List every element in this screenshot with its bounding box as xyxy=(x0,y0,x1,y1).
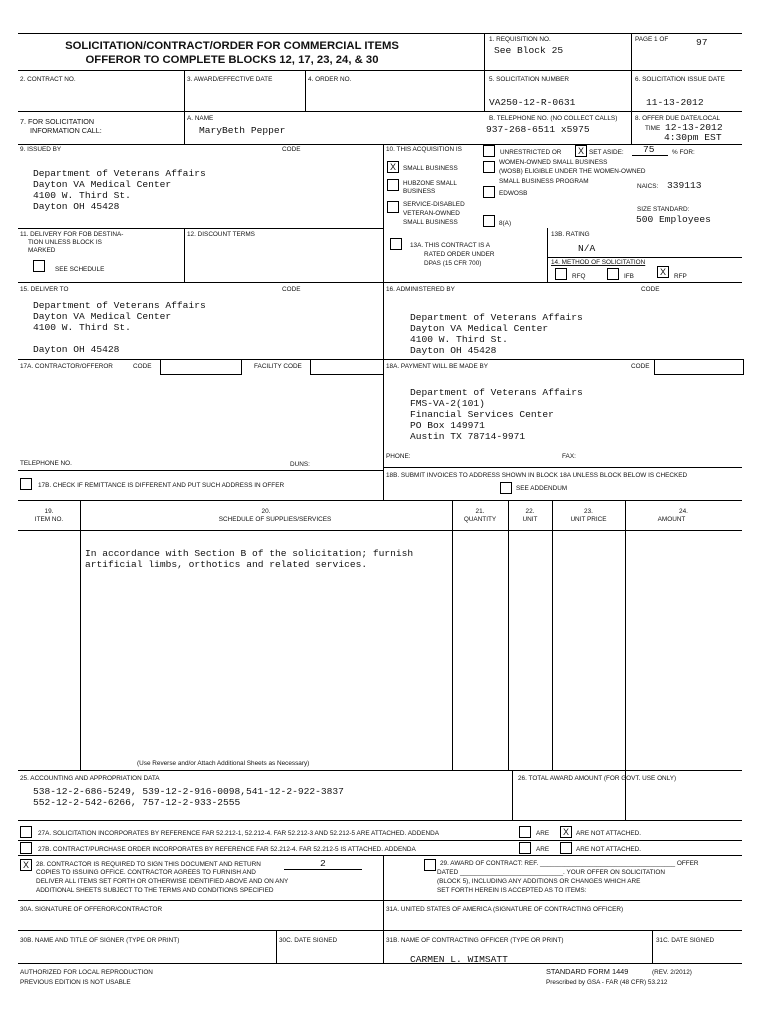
deliver-to-line3: 4100 W. Third St. xyxy=(33,322,131,333)
rule xyxy=(552,500,553,770)
eight-a-checkbox[interactable] xyxy=(483,215,495,227)
rating-value[interactable]: N/A xyxy=(578,243,596,254)
small-business-label: SMALL BUSINESS xyxy=(403,165,458,172)
rule xyxy=(547,228,548,282)
see-addendum-checkbox[interactable] xyxy=(500,482,512,494)
rule xyxy=(18,963,742,964)
rated-order-checkbox[interactable] xyxy=(390,238,402,250)
schedule-description-line1: In accordance with Section B of the solicitation; furnish xyxy=(85,548,414,559)
hubzone-label-1: HUBZONE SMALL xyxy=(403,180,457,187)
eight-a-label: 8(A) xyxy=(499,220,512,227)
block28-line2: COPIES TO ISSUING OFFICE. CONTRACTOR AGREES TO FURNISH AND xyxy=(36,869,256,876)
rule xyxy=(383,282,742,283)
block28-line1: 28. CONTRACTOR IS REQUIRED TO SIGN THIS DOCUMENT AND RETURN xyxy=(36,861,261,868)
block29-line3: (BLOCK 5), INCLUDING ANY ADDITIONS OR CHANGES WHICH ARE xyxy=(437,878,641,885)
facility-code-label: FACILITY CODE xyxy=(254,363,302,370)
rule xyxy=(276,930,277,963)
block29-line4: SET FORTH HEREIN IS ACCEPTED AS TO ITEMS: xyxy=(437,887,587,894)
rated-order-label-3: DPAS (15 CFR 700) xyxy=(424,260,482,267)
unrestricted-label: UNRESTRICTED OR xyxy=(500,149,562,156)
contractor-code-label: CODE xyxy=(133,363,152,370)
27a-label: 27A. SOLICITATION INCORPORATES BY REFERENCE FAR 52.212-1, 52.212-4. FAR 52.212-3 AND 52.212-5 ARE ATTACHED. ADDENDA xyxy=(38,830,439,837)
rule xyxy=(452,500,453,770)
rule xyxy=(652,930,653,963)
rule xyxy=(383,144,384,500)
col21-label: QUANTITY xyxy=(463,516,497,523)
award-date-label: 3. AWARD/EFFECTIVE DATE xyxy=(187,76,273,83)
offer-due-time-value[interactable]: 4:30pm EST xyxy=(664,132,722,143)
rule xyxy=(184,70,185,144)
col21-num: 21. xyxy=(475,508,485,515)
acquisition-label: 10. THIS ACQUISITION IS xyxy=(386,146,462,153)
issued-by-line3: 4100 W. Third St. xyxy=(33,190,131,201)
rule xyxy=(18,840,742,841)
deliver-to-line5: Dayton OH 45428 xyxy=(33,344,120,355)
rule xyxy=(18,70,742,71)
27a-are-not-checkbox[interactable]: X xyxy=(560,826,572,838)
administered-by-line3: 4100 W. Third St. xyxy=(410,334,508,345)
contractor-label: 17A. CONTRACTOR/OFFEROR xyxy=(20,363,113,370)
issued-by-line1: Department of Veterans Affairs xyxy=(33,168,206,179)
27b-are-label: ARE xyxy=(536,846,550,853)
block28-line3: DELIVER ALL ITEMS SET FORTH OR OTHERWISE IDENTIFIED ABOVE AND ON ANY xyxy=(36,878,289,885)
schedule-footnote: (Use Reverse and/or Attach Additional Sheets as Necessary) xyxy=(137,760,310,767)
rule xyxy=(18,33,742,34)
rule xyxy=(18,855,742,856)
administered-by-label: 16. ADMINISTERED BY xyxy=(386,286,455,293)
payment-line3: Financial Services Center xyxy=(410,409,554,420)
delivery-fob-label-3: MARKED xyxy=(28,247,56,254)
rule xyxy=(80,500,81,770)
info-call-label-1: 7. FOR SOLICITATION xyxy=(20,117,95,126)
block28-copies[interactable]: 2 xyxy=(320,858,326,869)
contractor-code-field[interactable] xyxy=(160,359,242,375)
set-aside-underline xyxy=(632,155,668,156)
rule xyxy=(631,70,632,144)
contract-no-label: 2. CONTRACT NO. xyxy=(20,76,76,83)
total-award-label: 26. TOTAL AWARD AMOUNT (FOR GOVT. USE ONLY) xyxy=(518,775,677,782)
facility-code-field[interactable] xyxy=(310,359,384,375)
unrestricted-checkbox[interactable] xyxy=(483,145,495,157)
time-label: TIME xyxy=(645,125,661,132)
rule xyxy=(184,228,185,282)
27b-checkbox[interactable] xyxy=(20,842,32,854)
discount-terms-label: 12. DISCOUNT TERMS xyxy=(187,231,255,238)
requisition-label: 1. REQUISITION NO. xyxy=(489,36,551,43)
page-label: PAGE 1 OF xyxy=(635,36,669,43)
footer-previous-edition: PREVIOUS EDITION IS NOT USABLE xyxy=(20,979,131,986)
deliver-to-label: 15. DELIVER TO xyxy=(20,286,69,293)
telephone-no-label: TELEPHONE NO. xyxy=(20,460,72,467)
27a-checkbox[interactable] xyxy=(20,826,32,838)
rfq-checkbox[interactable] xyxy=(555,268,567,280)
ifb-checkbox[interactable] xyxy=(607,268,619,280)
remittance-checkbox[interactable] xyxy=(20,478,32,490)
issued-by-code-label: CODE xyxy=(282,146,301,153)
copies-underline xyxy=(284,869,362,870)
co-name-label: 31B. NAME OF CONTRACTING OFFICER (TYPE OR PRINT) xyxy=(386,937,564,944)
footer-form-name: STANDARD FORM 1449 xyxy=(546,967,629,976)
27a-are-not-label: ARE NOT ATTACHED. xyxy=(576,830,641,837)
rule xyxy=(18,900,742,901)
payment-line1: Department of Veterans Affairs xyxy=(410,387,583,398)
sdvosb-checkbox[interactable] xyxy=(387,201,399,213)
contracting-officer-name: CARMEN L. WIMSATT xyxy=(410,954,508,965)
col19-label: ITEM NO. xyxy=(34,516,64,523)
rule xyxy=(508,500,509,770)
sdvosb-label-1: SERVICE-DISABLED xyxy=(403,201,465,208)
rfp-label: RFP xyxy=(674,273,687,280)
rule xyxy=(18,282,383,283)
col19-num: 19. xyxy=(44,508,54,515)
rule xyxy=(18,530,742,531)
offeror-date-label: 30C. DATE SIGNED xyxy=(279,937,338,944)
issued-by-line2: Dayton VA Medical Center xyxy=(33,179,172,190)
footer-authorized: AUTHORIZED FOR LOCAL REPRODUCTION xyxy=(20,969,153,976)
signer-name-label: 30B. NAME AND TITLE OF SIGNER (TYPE OR PRINT) xyxy=(20,937,180,944)
rule xyxy=(625,500,626,820)
accounting-data-label: 25. ACCOUNTING AND APPROPRIATION DATA xyxy=(20,775,160,782)
telephone-value[interactable]: 937-268-6511 x5975 xyxy=(486,124,590,135)
naics-label: NAICS: xyxy=(637,183,659,190)
size-standard-value[interactable]: 500 Employees xyxy=(636,214,711,225)
contractor-sign-checkbox[interactable]: X xyxy=(20,859,32,871)
block29-line2: DATED _____________________________. YOUR OFFER ON SOLICITATION xyxy=(437,869,665,876)
sdvosb-label-3: SMALL BUSINESS xyxy=(403,219,458,226)
wosb-checkbox[interactable] xyxy=(483,161,495,173)
accounting-data-line1: 538-12-2-686-5249, 539-12-2-916-0098,541-12-2-922-3837 xyxy=(33,786,344,797)
deliver-to-line1: Department of Veterans Affairs xyxy=(33,300,206,311)
see-schedule-label: SEE SCHEDULE xyxy=(55,266,105,273)
delivery-fob-label-2: TION UNLESS BLOCK IS xyxy=(28,239,102,246)
footer-prescribed: Prescribed by GSA - FAR (48 CFR) 53.212 xyxy=(546,979,668,986)
small-business-checkbox[interactable]: X xyxy=(387,161,399,173)
col22-label: UNIT xyxy=(522,516,538,523)
payment-by-label: 18A. PAYMENT WILL BE MADE BY xyxy=(386,363,489,370)
rule xyxy=(631,33,632,70)
set-aside-checkbox[interactable]: X xyxy=(575,145,587,157)
payment-code-label: CODE xyxy=(631,363,650,370)
wosb-label-1: WOMEN-OWNED SMALL BUSINESS xyxy=(499,159,608,166)
size-standard-label: SIZE STANDARD: xyxy=(637,206,690,213)
rule xyxy=(484,33,485,111)
issue-date-value[interactable]: 11-13-2012 xyxy=(646,97,704,108)
rating-label: 13B. RATING xyxy=(551,231,590,238)
footer-revision: (REV. 2/2012) xyxy=(652,969,692,976)
offeror-signature-label: 30A. SIGNATURE OF OFFEROR/CONTRACTOR xyxy=(20,906,163,913)
27b-label: 27B. CONTRACT/PURCHASE ORDER INCORPORATES BY REFERENCE FAR 52.212-4. FAR 52.212-5 IS ATTACHED. ADDENDA xyxy=(38,846,416,853)
hubzone-label-2: BUSINESS xyxy=(403,188,436,195)
rated-order-label-1: 13A. THIS CONTRACT IS A xyxy=(410,242,491,249)
rule xyxy=(547,257,742,258)
rule xyxy=(18,930,742,931)
27a-are-checkbox[interactable] xyxy=(519,826,531,838)
col20-label: SCHEDULE OF SUPPLIES/SERVICES xyxy=(218,516,332,523)
rule xyxy=(18,770,742,771)
set-aside-pct[interactable]: 75 xyxy=(643,144,655,155)
gov-signature-label: 31A. UNITED STATES OF AMERICA (SIGNATURE OF CONTRACTING OFFICER) xyxy=(386,906,624,913)
payment-line5: Austin TX 78714-9971 xyxy=(410,431,526,442)
set-aside-label: SET ASIDE: xyxy=(589,149,624,156)
administered-by-line1: Department of Veterans Affairs xyxy=(410,312,583,323)
27a-are-label: ARE xyxy=(536,830,550,837)
method-label: 14. METHOD OF SOLICITATION xyxy=(551,259,646,266)
rule xyxy=(383,855,384,963)
col24-label: AMOUNT xyxy=(657,516,686,523)
contact-name-value[interactable]: MaryBeth Pepper xyxy=(199,125,286,136)
info-call-label-2: INFORMATION CALL: xyxy=(30,126,102,135)
offer-due-date-value[interactable]: 12-13-2012 xyxy=(665,122,723,133)
requisition-value[interactable]: See Block 25 xyxy=(494,45,564,56)
remittance-label: 17B. CHECK IF REMITTANCE IS DIFFERENT AND PUT SUCH ADDRESS IN OFFER xyxy=(38,482,285,489)
issue-date-label: 6. SOLICITATION ISSUE DATE xyxy=(635,76,725,83)
issued-by-label: 9. ISSUED BY xyxy=(20,146,62,153)
ifb-label: IFB xyxy=(624,273,634,280)
pct-for-label: % FOR: xyxy=(672,149,695,156)
rule xyxy=(18,144,742,145)
accounting-data-line2: 552-12-2-542-6266, 757-12-2-933-2555 xyxy=(33,797,241,808)
delivery-fob-label-1: 11. DELIVERY FOR FOB DESTINA- xyxy=(20,231,124,238)
duns-label: DUNS: xyxy=(290,461,310,468)
edwosb-label: EDWOSB xyxy=(499,190,528,197)
rule xyxy=(18,820,742,821)
hubzone-checkbox[interactable] xyxy=(387,179,399,191)
block28-line4: ADDITIONAL SHEETS SUBJECT TO THE TERMS AND CONDITIONS SPECIFIED xyxy=(36,887,274,894)
administered-by-code-label: CODE xyxy=(641,286,660,293)
solicitation-no-value[interactable]: VA250-12-R-0631 xyxy=(489,97,576,108)
payment-line4: PO Box 149971 xyxy=(410,420,485,431)
payment-code-field[interactable] xyxy=(654,359,744,375)
payment-phone-label: PHONE: xyxy=(386,453,411,460)
administered-by-line2: Dayton VA Medical Center xyxy=(410,323,549,334)
telephone-label: B. TELEPHONE NO. (NO COLLECT CALLS) xyxy=(489,115,618,122)
col23-label: UNIT PRICE xyxy=(570,516,607,523)
rule xyxy=(18,111,742,112)
rule xyxy=(383,467,742,468)
wosb-label-2: (WOSB) ELIGIBLE UNDER THE WOMEN-OWNED xyxy=(499,168,646,175)
solicitation-no-label: 5. SOLICITATION NUMBER xyxy=(489,76,570,83)
deliver-to-code-label: CODE xyxy=(282,286,301,293)
27b-are-not-label: ARE NOT ATTACHED. xyxy=(576,846,641,853)
27b-are-checkbox[interactable] xyxy=(519,842,531,854)
administered-by-line4: Dayton OH 45428 xyxy=(410,345,497,356)
award-checkbox[interactable] xyxy=(424,859,436,871)
rule xyxy=(512,770,513,820)
form-title-line1: SOLICITATION/CONTRACT/ORDER FOR COMMERCIAL ITEMS xyxy=(65,40,399,52)
submit-invoices-label: 18B. SUBMIT INVOICES TO ADDRESS SHOWN IN BLOCK 18A UNLESS BLOCK BELOW IS CHECKED xyxy=(386,472,688,479)
payment-fax-label: FAX: xyxy=(562,453,576,460)
col24-num: 24. xyxy=(679,508,688,515)
see-schedule-checkbox[interactable] xyxy=(33,260,45,272)
form-title-line2: OFFEROR TO COMPLETE BLOCKS 12, 17, 23, 24, & 30 xyxy=(85,54,379,66)
rule xyxy=(18,228,383,229)
rule xyxy=(18,500,742,501)
rfq-label: RFQ xyxy=(572,273,586,280)
schedule-description-line2: artificial limbs, orthotics and related services. xyxy=(85,559,368,570)
deliver-to-line2: Dayton VA Medical Center xyxy=(33,311,172,322)
rule xyxy=(18,470,383,471)
rated-order-label-2: RATED ORDER UNDER xyxy=(424,251,495,258)
page-total: 97 xyxy=(696,37,708,48)
order-no-label: 4. ORDER NO. xyxy=(308,76,352,83)
payment-line2: FMS-VA-2(101) xyxy=(410,398,485,409)
co-date-label: 31C. DATE SIGNED xyxy=(656,937,715,944)
see-addendum-label: SEE ADDENDUM xyxy=(516,485,568,492)
sdvosb-label-2: VETERAN-OWNED xyxy=(403,210,460,217)
wosb-label-3: SMALL BUSINESS PROGRAM xyxy=(499,178,589,185)
issued-by-line4: Dayton OH 45428 xyxy=(33,201,120,212)
edwosb-checkbox[interactable] xyxy=(483,186,495,198)
col23-num: 23. xyxy=(584,508,593,515)
naics-value[interactable]: 339113 xyxy=(667,180,702,191)
rule xyxy=(305,70,306,111)
name-label: A. NAME xyxy=(187,115,214,122)
col22-num: 22. xyxy=(525,508,535,515)
block29-line1: 29. AWARD OF CONTRACT: REF. ______________________________________ OFFER xyxy=(440,860,699,867)
rfp-checkbox[interactable]: X xyxy=(657,266,669,278)
offer-due-label: 8. OFFER DUE DATE/LOCAL xyxy=(635,115,721,122)
col20-num: 20. xyxy=(261,508,271,515)
27b-are-not-checkbox[interactable] xyxy=(560,842,572,854)
